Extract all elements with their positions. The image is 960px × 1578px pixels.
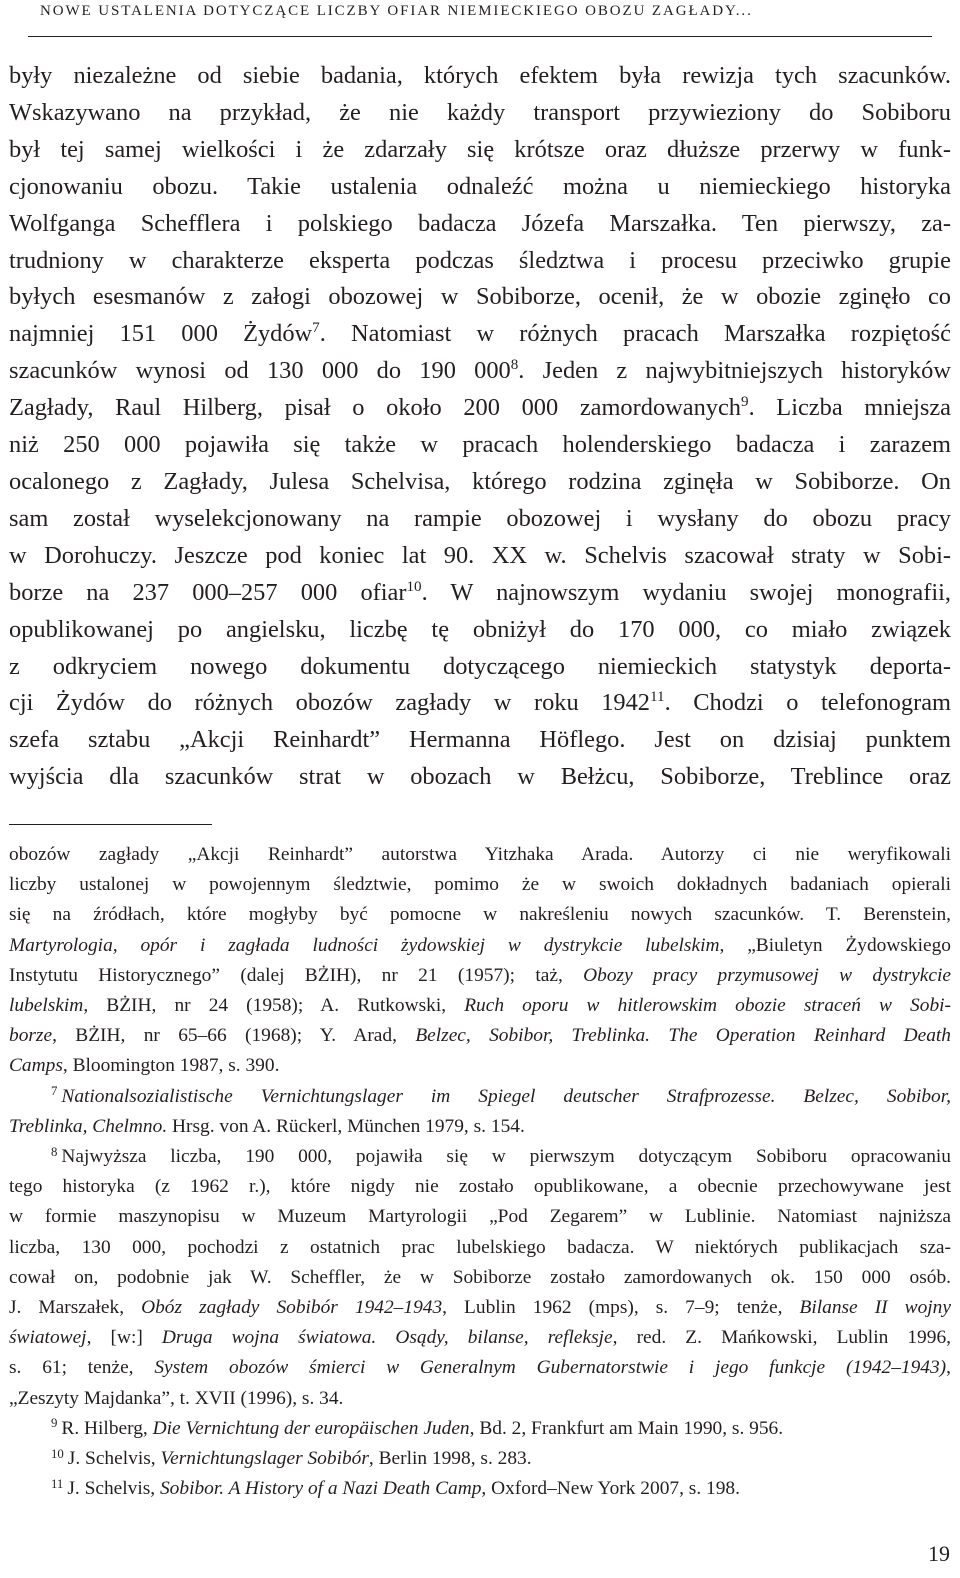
footnote-line xyxy=(9,991,951,1021)
footnote-text: , Bd. 2, Frankfurt am Main 1990, s. 956. xyxy=(469,1417,784,1439)
running-head-text: NOWE USTALENIA DOTYCZĄCE LICZBY OFIAR NIEMIECKIEGO OBOZU ZAGŁADY... xyxy=(40,3,753,19)
footnotes xyxy=(9,840,951,1504)
body-line xyxy=(9,390,951,427)
body-line xyxy=(9,575,951,612)
footnote-title: lubelskim xyxy=(9,995,84,1017)
footnote-title: Vernichtungslager Sobibór xyxy=(160,1448,369,1470)
footnote-line xyxy=(9,1323,951,1353)
footnote-text: , xyxy=(946,1357,951,1379)
body-line: byłych esesmanów z załogi obozowej w Sobiborze, ocenił, że w obozie zginęło co xyxy=(9,283,951,311)
footnote-title: światowej xyxy=(9,1327,87,1349)
footnote-title: Sobibor. A History of a Nazi Death Camp xyxy=(159,1478,482,1500)
body-text-run: . W najnowszym wydaniu swojej monografii, xyxy=(421,578,951,606)
footnote-text: , Lublin 1962 (mps), s. 7–9; tenże, xyxy=(442,1297,800,1319)
footnote-line xyxy=(9,1082,951,1112)
body-paragraph xyxy=(9,58,951,796)
body-line: trudniony w charakterze eksperta podczas śledztwa i procesu przeciwko grupie xyxy=(9,246,951,274)
footnote-8 xyxy=(9,1142,951,1414)
footnote-text: , „Biuletyn Żydowskiego xyxy=(719,934,952,956)
body-line: Wolfganga Schefflera i polskiego badacza Józefa Marszałka. Ten pierwszy, za- xyxy=(9,209,951,237)
footnote-line xyxy=(9,961,951,991)
footnote-text: Najwyższa liczba, 190 000, pojawiła się w pierwszym dotyczącym Sobiboru opracowaniu xyxy=(61,1146,951,1168)
footnote-text: Instytutu Historycznego” (dalej BŻIH), nr 21 (1957); taż, xyxy=(9,964,584,986)
footnote-title: Die Vernichtung der europäischen Juden xyxy=(152,1417,470,1439)
body-line: sam został wyselekcjonowany na rampie obozowej i wysłany do obozu pracy xyxy=(9,504,951,532)
footnote-text: R. Hilberg, xyxy=(61,1417,153,1439)
footnote-ref-7[interactable]: 7 xyxy=(312,320,320,337)
footnote-title: Treblinka, Chelmno. xyxy=(9,1115,168,1137)
footnote-title: Nationalsozialistische Vernichtungslager im Spiegel deutscher Strafprozesse. Belzec, Sobibor, xyxy=(61,1085,951,1107)
body-line: niż 250 000 pojawiła się także w pracach holenderskiego badacza i zarazem xyxy=(9,431,951,459)
footnote-title: Bilanse II wojny xyxy=(799,1297,951,1319)
footnote-ref-8[interactable]: 8 xyxy=(510,357,519,374)
footnote-line xyxy=(9,931,951,961)
footnote-text: , red. Z. Mańkowski, Lublin 1996, xyxy=(612,1327,951,1349)
body-text-run: najmniej 151 000 Żydów xyxy=(9,320,313,348)
footnote-line xyxy=(9,1474,951,1504)
body-text-run: . Chodzi o telefonogram xyxy=(664,689,951,717)
body-line: w Dorohuczy. Jeszcze pod koniec lat 90. XX w. Schelvis szacował straty w Sobi- xyxy=(9,541,951,569)
footnote-line: cował on, podobnie jak W. Scheffler, że w Sobiborze zostało zamordowanych ok. 150 000 osób. xyxy=(9,1266,951,1288)
footnote-ref-10[interactable]: 10 xyxy=(406,578,422,595)
footnote-title: borze xyxy=(9,1025,53,1047)
footnote-ref-9[interactable]: 9 xyxy=(741,394,749,411)
body-line: wyjścia dla szacunków strat w obozach w Bełżcu, Sobiborze, Treblince oraz xyxy=(9,763,951,791)
footnote-text: , BŻIH, nr 24 (1958); A. Rutkowski, xyxy=(83,995,465,1017)
footnote-text: J. Schelvis, xyxy=(67,1478,160,1500)
footnote-title: Druga wojna światowa. Osądy, bilanse, refleksje xyxy=(161,1327,613,1349)
footnote-line xyxy=(9,1293,951,1323)
footnote-line: obozów zagłady „Akcji Reinhardt” autorstwa Yitzhaka Arada. Autorzy ci nie weryfikowali xyxy=(9,844,951,865)
body-line: ocalonego z Zagłady, Julesa Schelvisa, którego rodzina zginęła w Sobiborze. On xyxy=(9,467,951,495)
footnote-text: J. Marszałek, xyxy=(9,1297,142,1319)
footnote-line: liczby ustalonej w powojennym śledztwie, pomimo że w swoich dokładnych badaniach opierali xyxy=(9,874,951,896)
body-line xyxy=(9,316,951,353)
footnote-line xyxy=(9,1142,951,1172)
footnote-text: J. Schelvis, xyxy=(67,1448,161,1470)
footnote-ref-11[interactable]: 11 xyxy=(650,689,665,706)
body-text-run: . Liczba mniejsza xyxy=(748,394,951,422)
footnote-line xyxy=(9,1112,951,1142)
footnote-7 xyxy=(9,1082,951,1142)
footnote-title: Camps xyxy=(9,1055,63,1077)
footnote-number: 8 xyxy=(51,1144,58,1159)
footnote-number: 11 xyxy=(51,1476,64,1491)
body-text-run: . Jeden z najwybitniejszych historyków xyxy=(518,357,951,385)
body-line: były niezależne od siebie badania, których efektem była rewizja tych szacunków. xyxy=(9,62,951,89)
footnote-text: , Bloomington 1987, s. 390. xyxy=(62,1055,280,1077)
body-text-run: Zagłady, Raul Hilberg, pisał o około 200 000 zamordowanych xyxy=(9,394,741,422)
body-line: opublikowanej po angielsku, liczbę tę obniżył do 170 000, co miało związek xyxy=(9,615,951,643)
running-head xyxy=(28,0,932,37)
body-line xyxy=(9,353,951,390)
footnote-text: , BŻIH, nr 65–66 (1968); Y. Arad, xyxy=(52,1025,416,1047)
body-text-run: cji Żydów do różnych obozów zagłady w roku 1942 xyxy=(9,689,650,717)
footnote-title: Ruch oporu w hitlerowskim obozie straceń w Sobi- xyxy=(464,995,951,1017)
body-line xyxy=(9,685,951,722)
body-text-run: . Natomiast w różnych pracach Marszałka rozpiętość xyxy=(319,320,951,348)
footnote-text: , Berlin 1998, s. 283. xyxy=(368,1448,532,1470)
footnote-title: System obozów śmierci w Generalnym Gubernatorstwie i jego funkcje (1942–1943) xyxy=(154,1357,947,1379)
body-line: cjonowaniu obozu. Takie ustalenia odnaleźć można u niemieckiego historyka xyxy=(9,172,951,200)
footnote-line xyxy=(9,1444,951,1474)
footnote-line: liczba, 130 000, pochodzi z ostatnich prac lubelskiego badacza. W niektórych publikacjach sza- xyxy=(9,1236,951,1258)
footnote-number: 7 xyxy=(51,1084,58,1099)
footnote-text: s. 61; tenże, xyxy=(9,1357,155,1379)
footnote-title: Martyrologia, opór i zagłada ludności żydowskiej w dystrykcie lubelskim xyxy=(9,934,720,956)
footnote-text: , [w:] xyxy=(86,1327,162,1349)
footnote-text: Hrsg. von A. Rückerl, München 1979, s. 154. xyxy=(167,1115,525,1137)
footnote-separator xyxy=(9,824,212,825)
footnote-title: Obozy pracy przymusowej w dystrykcie xyxy=(583,964,951,986)
body-line: szefa sztabu „Akcji Reinhardt” Hermanna Höflego. Jest on dzisiaj punktem xyxy=(9,726,951,754)
body-line: był tej samej wielkości i że zdarzały się krótsze oraz dłuższe przerwy w funk- xyxy=(9,135,951,163)
page-number: 19 xyxy=(928,1541,950,1566)
footnote-number: 9 xyxy=(51,1416,58,1431)
footnote-line xyxy=(9,1414,951,1444)
footnote-line xyxy=(9,1051,951,1081)
body-line: Wskazywano na przykład, że nie każdy transport przywieziony do Sobiboru xyxy=(9,98,951,126)
body-text-run: borze na 237 000–257 000 ofiar xyxy=(9,578,407,606)
footnote-text: , Oxford–New York 2007, s. 198. xyxy=(481,1478,740,1500)
footnote-line: tego historyka (z 1962 r.), które nigdy nie zostało opublikowane, a obecnie przechowywane jest xyxy=(9,1176,951,1198)
footnote-line: się na źródłach, które mogłyby być pomocne w nakreśleniu nowych szacunków. T. Berenstein, xyxy=(9,904,951,926)
footnote-line xyxy=(9,1021,951,1051)
footnote-line xyxy=(9,1353,951,1383)
body-line: z odkryciem nowego dokumentu dotyczącego niemieckich statystyk deporta- xyxy=(9,652,951,680)
footnote-11 xyxy=(9,1474,951,1504)
footnote-number: 10 xyxy=(51,1446,64,1461)
footnote-title: Belzec, Sobibor, Treblinka. The Operation Reinhard Death xyxy=(415,1025,952,1047)
footnote-10 xyxy=(9,1444,951,1474)
footnote-9 xyxy=(9,1414,951,1444)
body-text xyxy=(9,58,951,796)
footnote-line: „Zeszyty Majdanka”, t. XVII (1996), s. 34. xyxy=(9,1387,344,1409)
body-text-run: szacunków wynosi od 130 000 do 190 000 xyxy=(9,357,511,385)
footnote-line: w formie maszynopisu w Muzeum Martyrologii „Pod Zegarem” w Lublinie. Natomiast najniższa xyxy=(9,1206,951,1228)
footnote-title: Obóz zagłady Sobibór 1942–1943 xyxy=(141,1297,443,1319)
footnote-continuation xyxy=(9,840,951,1082)
